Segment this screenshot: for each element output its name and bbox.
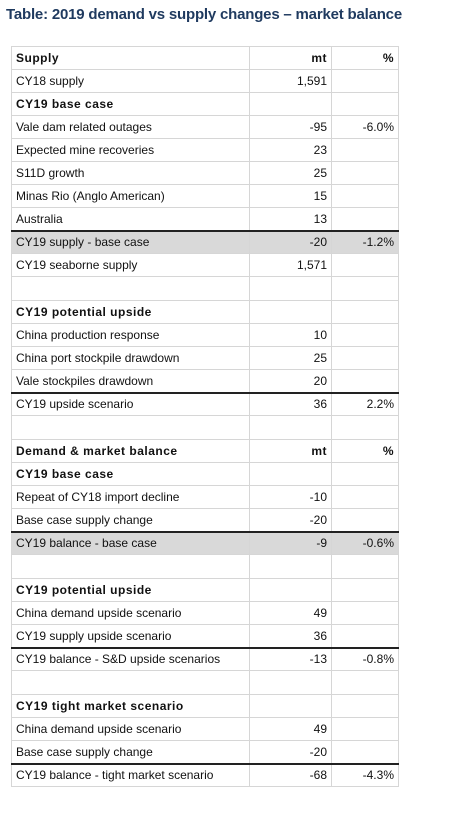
mt-value: 36 <box>250 393 332 416</box>
percent-value <box>332 579 399 602</box>
row-label: Minas Rio (Anglo American) <box>12 185 250 208</box>
row-label: CY19 balance - tight market scenario <box>12 764 250 787</box>
mt-value <box>250 671 332 695</box>
subsection-row <box>12 93 399 116</box>
percent-value <box>332 509 399 532</box>
percent-value: % <box>332 47 399 70</box>
percent-value: -0.8% <box>332 648 399 671</box>
percent-value <box>332 370 399 393</box>
mt-value: -10 <box>250 486 332 509</box>
percent-value: -1.2% <box>332 231 399 254</box>
row-label <box>12 555 250 579</box>
percent-value <box>332 718 399 741</box>
table-row <box>12 718 399 741</box>
mt-value: 1,591 <box>250 70 332 93</box>
percent-value: -0.6% <box>332 532 399 555</box>
mt-value: 25 <box>250 347 332 370</box>
table-title: Table: 2019 demand vs supply changes – market balance <box>6 6 402 23</box>
mt-value: 23 <box>250 139 332 162</box>
row-label: CY19 base case <box>12 93 250 116</box>
table-row <box>12 625 399 648</box>
mt-value: -20 <box>250 231 332 254</box>
spacer-row <box>12 277 399 301</box>
row-label: CY19 balance - base case <box>12 532 250 555</box>
percent-value <box>332 254 399 277</box>
mt-value: -20 <box>250 509 332 532</box>
total-row <box>12 764 399 787</box>
spacer-row <box>12 671 399 695</box>
percent-value: % <box>332 440 399 463</box>
row-label: CY19 seaborne supply <box>12 254 250 277</box>
mt-value <box>250 463 332 486</box>
percent-value <box>332 602 399 625</box>
mt-value: 10 <box>250 324 332 347</box>
total-row <box>12 231 399 254</box>
table-row <box>12 602 399 625</box>
percent-value: -6.0% <box>332 116 399 139</box>
row-label: CY19 upside scenario <box>12 393 250 416</box>
percent-value <box>332 463 399 486</box>
table-row <box>12 347 399 370</box>
percent-value <box>332 741 399 764</box>
table-body <box>12 47 399 787</box>
row-label: Expected mine recoveries <box>12 139 250 162</box>
percent-value <box>332 324 399 347</box>
row-label <box>12 671 250 695</box>
percent-value: -4.3% <box>332 764 399 787</box>
spacer-row <box>12 555 399 579</box>
mt-value: -20 <box>250 741 332 764</box>
subsection-row <box>12 463 399 486</box>
percent-value <box>332 695 399 718</box>
market-balance-table <box>11 46 399 787</box>
table-row <box>12 509 399 532</box>
mt-value <box>250 416 332 440</box>
row-label <box>12 416 250 440</box>
percent-value: 2.2% <box>332 393 399 416</box>
row-label: CY19 supply upside scenario <box>12 625 250 648</box>
percent-value <box>332 162 399 185</box>
mt-value <box>250 93 332 116</box>
mt-value: 15 <box>250 185 332 208</box>
mt-value <box>250 555 332 579</box>
mt-value <box>250 695 332 718</box>
row-label: Supply <box>12 47 250 70</box>
percent-value <box>332 347 399 370</box>
total-row <box>12 648 399 671</box>
mt-value: 36 <box>250 625 332 648</box>
row-label: China demand upside scenario <box>12 718 250 741</box>
total-row <box>12 532 399 555</box>
row-label: CY19 potential upside <box>12 579 250 602</box>
percent-value <box>332 486 399 509</box>
percent-value <box>332 185 399 208</box>
mt-value: 49 <box>250 602 332 625</box>
row-label: CY19 tight market scenario <box>12 695 250 718</box>
mt-value: -68 <box>250 764 332 787</box>
mt-value: 49 <box>250 718 332 741</box>
row-label: Repeat of CY18 import decline <box>12 486 250 509</box>
section-header-row <box>12 47 399 70</box>
table-row <box>12 208 399 231</box>
row-label: Vale dam related outages <box>12 116 250 139</box>
mt-value: 1,571 <box>250 254 332 277</box>
row-label: Base case supply change <box>12 509 250 532</box>
table-row <box>12 370 399 393</box>
table-row <box>12 254 399 277</box>
row-label <box>12 277 250 301</box>
mt-value <box>250 579 332 602</box>
row-label: Vale stockpiles drawdown <box>12 370 250 393</box>
row-label: Australia <box>12 208 250 231</box>
table-row <box>12 741 399 764</box>
subsection-row <box>12 695 399 718</box>
row-label: China demand upside scenario <box>12 602 250 625</box>
percent-value <box>332 93 399 116</box>
subsection-row <box>12 301 399 324</box>
table-row <box>12 324 399 347</box>
percent-value <box>332 139 399 162</box>
mt-value: 13 <box>250 208 332 231</box>
section-header-row <box>12 440 399 463</box>
mt-value <box>250 277 332 301</box>
mt-value: -13 <box>250 648 332 671</box>
spacer-row <box>12 416 399 440</box>
percent-value <box>332 208 399 231</box>
table-row <box>12 139 399 162</box>
percent-value <box>332 555 399 579</box>
row-label: S11D growth <box>12 162 250 185</box>
total-row <box>12 393 399 416</box>
mt-value: mt <box>250 440 332 463</box>
percent-value <box>332 70 399 93</box>
percent-value <box>332 625 399 648</box>
mt-value: 25 <box>250 162 332 185</box>
row-label: Base case supply change <box>12 741 250 764</box>
subsection-row <box>12 579 399 602</box>
mt-value <box>250 301 332 324</box>
mt-value: 20 <box>250 370 332 393</box>
table-row <box>12 185 399 208</box>
table-row <box>12 486 399 509</box>
row-label: China production response <box>12 324 250 347</box>
row-label: CY19 supply - base case <box>12 231 250 254</box>
percent-value <box>332 301 399 324</box>
table-row <box>12 116 399 139</box>
row-label: CY18 supply <box>12 70 250 93</box>
row-label: CY19 potential upside <box>12 301 250 324</box>
mt-value: -9 <box>250 532 332 555</box>
mt-value: mt <box>250 47 332 70</box>
row-label: China port stockpile drawdown <box>12 347 250 370</box>
row-label: Demand & market balance <box>12 440 250 463</box>
percent-value <box>332 671 399 695</box>
percent-value <box>332 277 399 301</box>
row-label: CY19 balance - S&D upside scenarios <box>12 648 250 671</box>
row-label: CY19 base case <box>12 463 250 486</box>
percent-value <box>332 416 399 440</box>
table-row <box>12 162 399 185</box>
mt-value: -95 <box>250 116 332 139</box>
table-row <box>12 70 399 93</box>
